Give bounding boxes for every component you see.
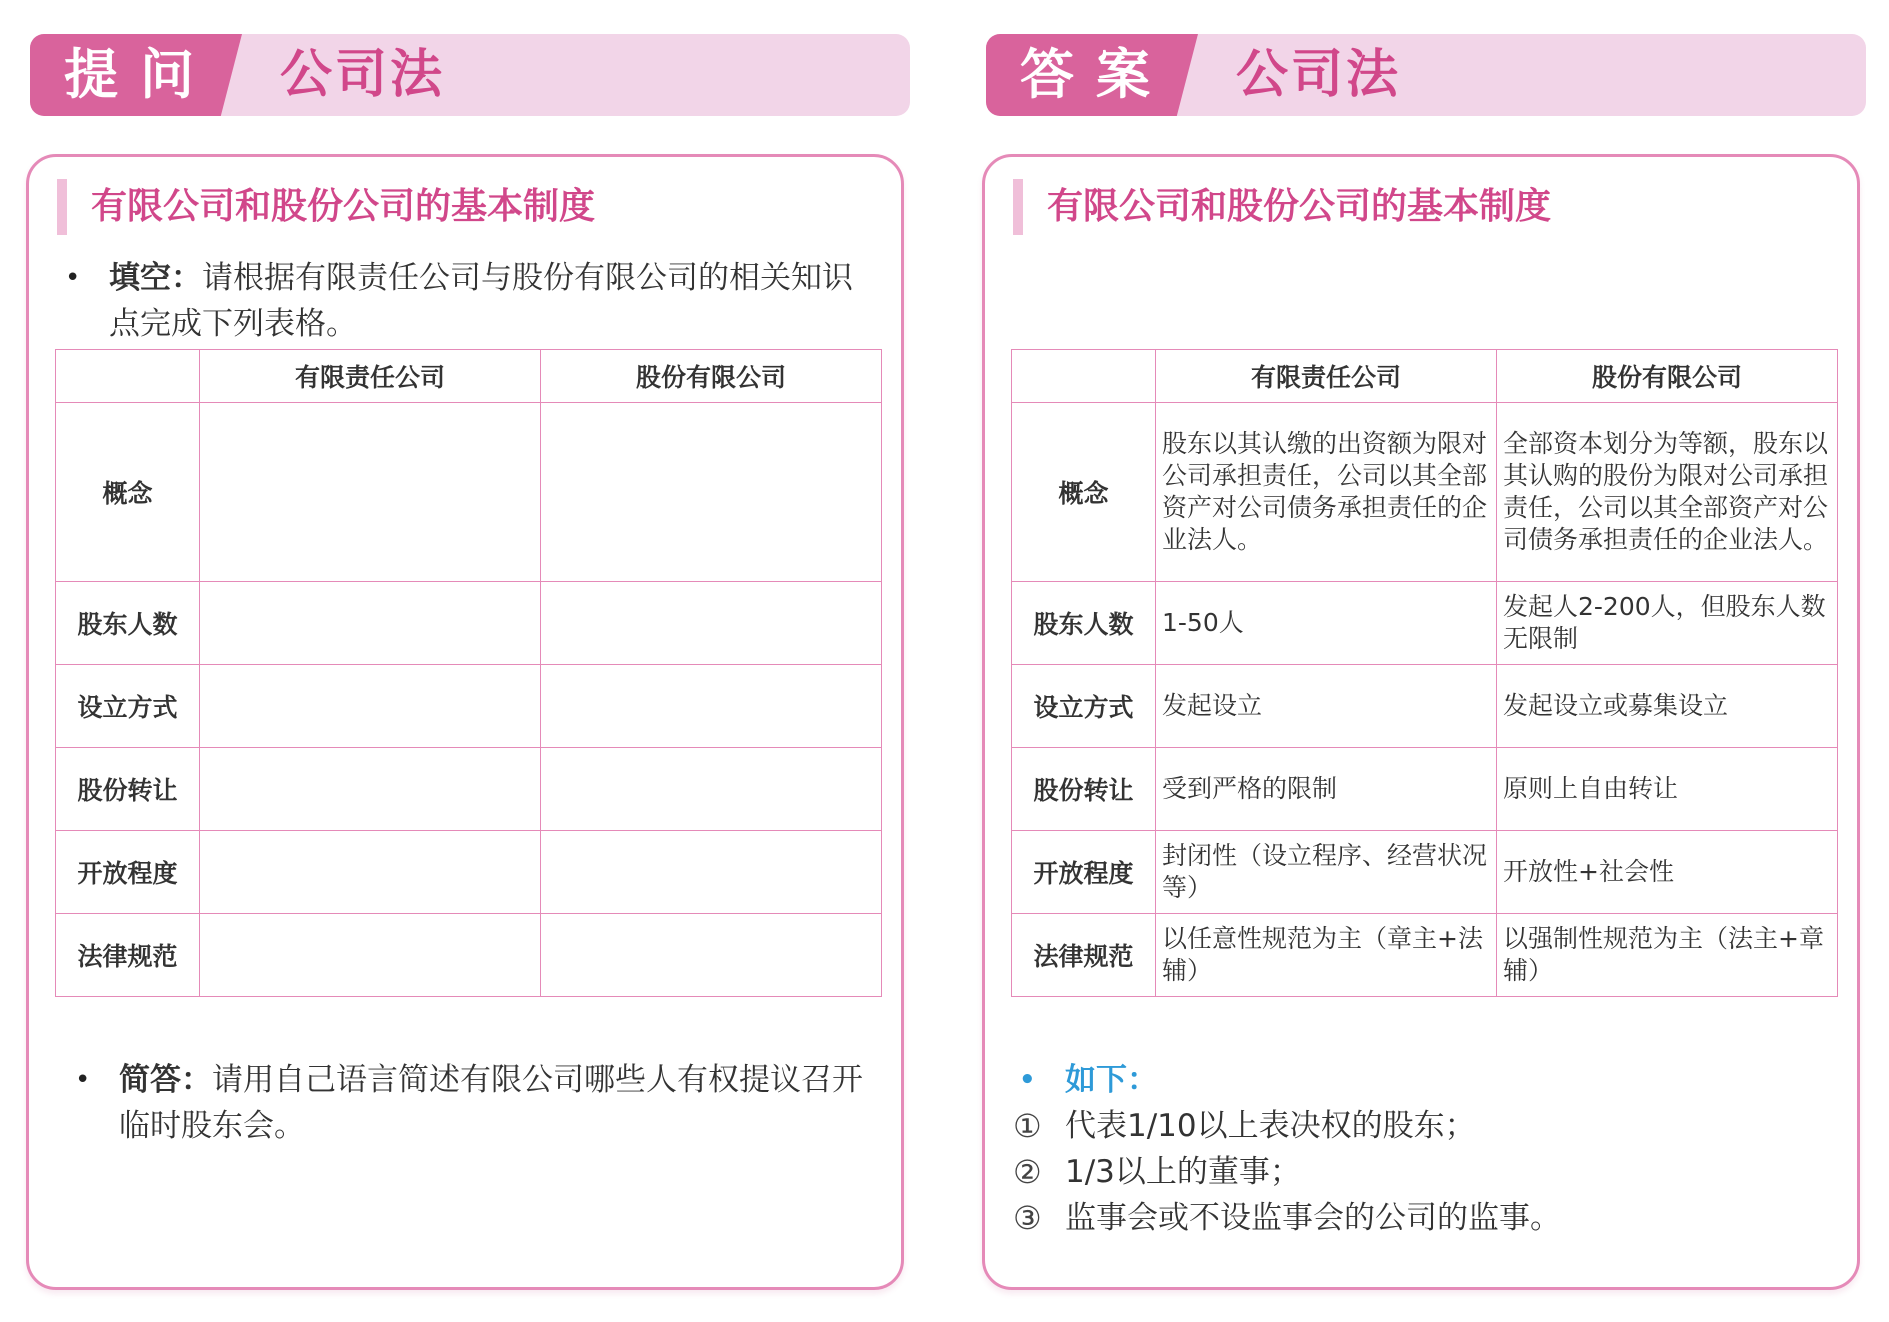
table-header-blank	[56, 350, 200, 403]
table-header-jsc: 股份有限公司	[541, 350, 882, 403]
table-header-row	[1012, 350, 1838, 403]
jsc-cell: 开放性+社会性	[1497, 831, 1838, 914]
row-label: 开放程度	[1012, 831, 1156, 914]
question-banner	[30, 34, 910, 116]
llc-cell: 以任意性规范为主（章主+法辅）	[1156, 914, 1497, 997]
blank-cell[interactable]	[541, 582, 882, 665]
table-header-llc: 有限责任公司	[1156, 350, 1497, 403]
table-row	[1012, 582, 1838, 665]
question-section-title: 有限公司和股份公司的基本制度	[57, 179, 595, 235]
blank-cell[interactable]	[200, 831, 541, 914]
llc-cell: 受到严格的限制	[1156, 748, 1497, 831]
row-label: 设立方式	[56, 665, 200, 748]
blank-cell[interactable]	[541, 914, 882, 997]
short-answer-lead: 简答：	[119, 1062, 212, 1098]
question-card	[26, 154, 904, 1290]
table-row	[1012, 665, 1838, 748]
list-item	[1013, 1103, 1561, 1149]
fill-blank-lead: 填空：	[109, 260, 202, 296]
answer-panel	[982, 0, 1870, 1322]
question-table	[55, 349, 882, 997]
answer-section-title: 有限公司和股份公司的基本制度	[1013, 179, 1551, 235]
blank-cell[interactable]	[541, 748, 882, 831]
list-item-text: 代表1/10以上表决权的股东；	[1065, 1108, 1476, 1144]
blank-cell[interactable]	[200, 582, 541, 665]
short-answer-prompt	[75, 1057, 889, 1149]
blank-cell[interactable]	[541, 403, 882, 582]
jsc-cell: 发起人2-200人，但股东人数无限制	[1497, 582, 1838, 665]
blank-cell[interactable]	[200, 914, 541, 997]
table-row	[1012, 403, 1838, 582]
short-answer-text-line2: 临时股东会。	[119, 1108, 305, 1144]
table-header-blank	[1012, 350, 1156, 403]
blank-cell[interactable]	[200, 403, 541, 582]
llc-cell: 股东以其认缴的出资额为限对公司承担责任，公司以其全部资产对公司债务承担责任的企业法人。	[1156, 403, 1497, 582]
blank-cell[interactable]	[200, 748, 541, 831]
jsc-cell: 发起设立或募集设立	[1497, 665, 1838, 748]
row-label: 股份转让	[56, 748, 200, 831]
jsc-cell: 原则上自由转让	[1497, 748, 1838, 831]
table-header-row	[56, 350, 882, 403]
bullet-dot-icon: •	[65, 263, 81, 293]
table-row	[56, 403, 882, 582]
circled-number: ①	[1013, 1107, 1042, 1145]
table-header-llc: 有限责任公司	[200, 350, 541, 403]
short-answer-solution	[1013, 1057, 1561, 1241]
jsc-cell: 以强制性规范为主（法主+章辅）	[1497, 914, 1838, 997]
table-row	[1012, 914, 1838, 997]
table-row	[56, 748, 882, 831]
row-label: 股份转让	[1012, 748, 1156, 831]
answer-lead	[1013, 1057, 1561, 1103]
jsc-cell: 全部资本划分为等额，股东以其认购的股份为限对公司承担责任，公司以其全部资产对公司债务承担责任的企业法人。	[1497, 403, 1838, 582]
fill-blank-text-line2: 点完成下列表格。	[109, 306, 357, 342]
row-label: 概念	[56, 403, 200, 582]
row-label: 股东人数	[1012, 582, 1156, 665]
blank-cell[interactable]	[541, 665, 882, 748]
blank-cell[interactable]	[200, 665, 541, 748]
table-header-jsc: 股份有限公司	[1497, 350, 1838, 403]
blank-cell[interactable]	[541, 831, 882, 914]
answer-tag-label: 答案	[1020, 43, 1172, 106]
bullet-dot-icon: •	[75, 1065, 91, 1095]
table-row	[56, 831, 882, 914]
question-panel	[26, 0, 914, 1322]
answer-lead-text: 如下：	[1065, 1062, 1158, 1098]
table-row	[56, 582, 882, 665]
question-tag-label: 提问	[64, 43, 216, 106]
bullet-dot-icon: •	[1019, 1065, 1036, 1095]
row-label: 设立方式	[1012, 665, 1156, 748]
table-row	[1012, 831, 1838, 914]
table-row	[56, 665, 882, 748]
llc-cell: 1-50人	[1156, 582, 1497, 665]
question-banner-title: 公司法	[280, 45, 446, 105]
llc-cell: 发起设立	[1156, 665, 1497, 748]
answer-card	[982, 154, 1860, 1290]
answer-banner-title: 公司法	[1236, 45, 1402, 105]
fill-blank-prompt	[65, 255, 869, 347]
row-label: 法律规范	[56, 914, 200, 997]
answer-banner	[986, 34, 1866, 116]
short-answer-text-line1: 请用自己语言简述有限公司哪些人有权提议召开	[212, 1062, 863, 1098]
row-label: 开放程度	[56, 831, 200, 914]
row-label: 概念	[1012, 403, 1156, 582]
list-item	[1013, 1195, 1561, 1241]
answer-table	[1011, 349, 1838, 997]
fill-blank-text-line1: 请根据有限责任公司与股份有限公司的相关知识	[202, 260, 853, 296]
row-label: 法律规范	[1012, 914, 1156, 997]
circled-number: ②	[1013, 1153, 1042, 1191]
llc-cell: 封闭性（设立程序、经营状况等）	[1156, 831, 1497, 914]
table-row	[56, 914, 882, 997]
list-item	[1013, 1149, 1561, 1195]
circled-number: ③	[1013, 1199, 1042, 1237]
table-row	[1012, 748, 1838, 831]
list-item-text: 监事会或不设监事会的公司的监事。	[1065, 1200, 1561, 1236]
row-label: 股东人数	[56, 582, 200, 665]
list-item-text: 1/3以上的董事；	[1065, 1154, 1301, 1190]
